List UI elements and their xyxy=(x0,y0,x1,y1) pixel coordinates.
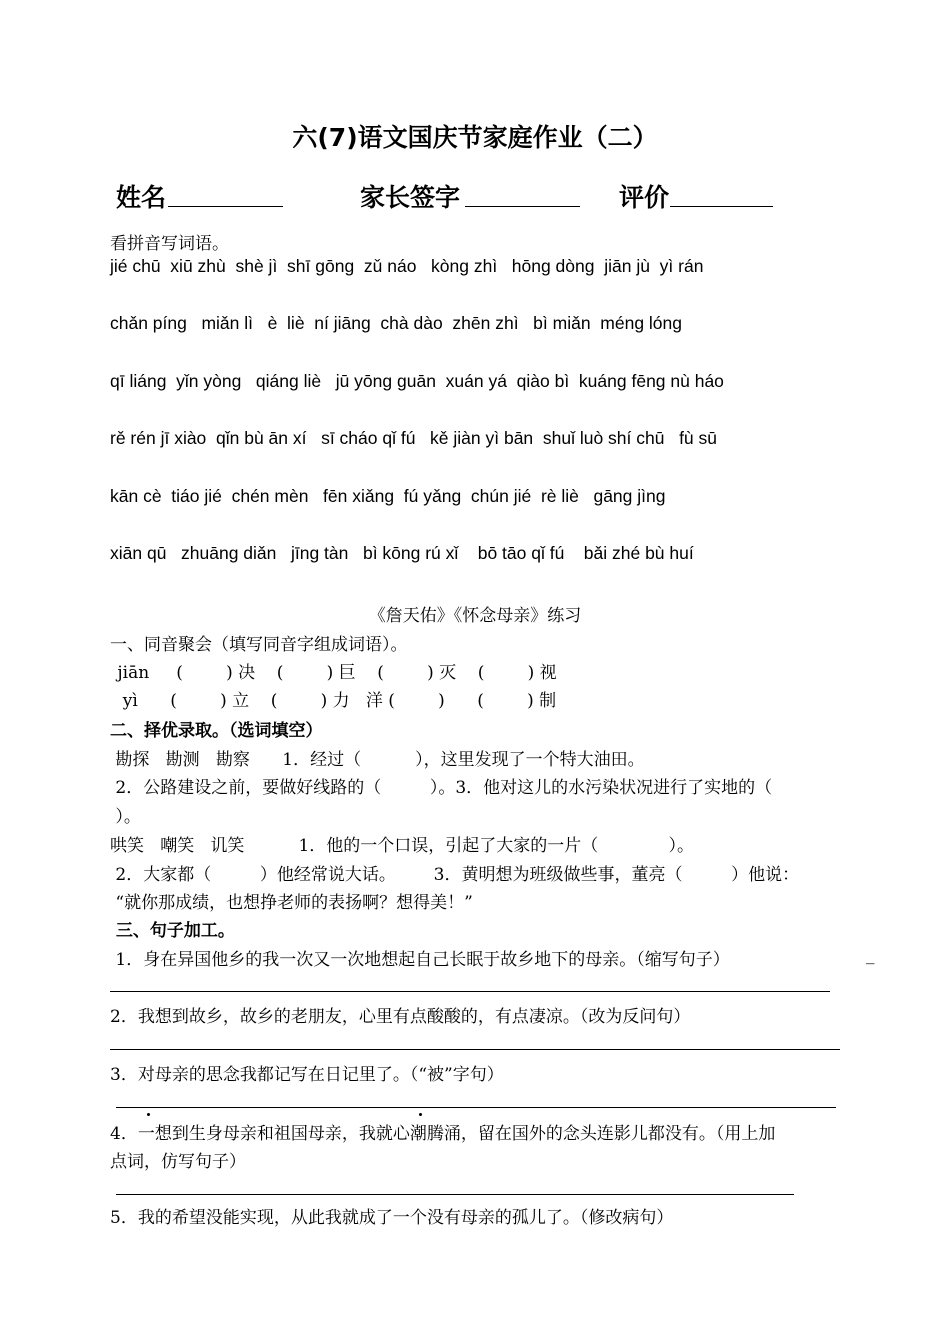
word-choice-line: 2．大家都（ ）他经常说大话。 3．黄明想为班级做些事，董亮（ ）他说： xyxy=(110,865,800,885)
question-2: 2．我想到故乡，故乡的老朋友，心里有点酸酸的，有点凄凉。（改为反问句） xyxy=(110,1007,691,1027)
section2-heading: 二、择优录取。（选词填空） xyxy=(110,721,323,741)
homophone-row-yi: yì ( ) 立 ( ) 力 洋 ( ) ( ) 制 xyxy=(112,691,557,711)
pinyin-instruction: 看拼音写词语。 xyxy=(110,234,229,254)
evaluation-label: 评价 xyxy=(619,183,670,212)
word-choice-line: 2．公路建设之前，要做好线路的（ ）。3．他对这儿的水污染状况进行了实地的（ xyxy=(110,778,773,798)
word-choice-line: 哄笑 嘲笑 讥笑 1．他的一个口误，引起了大家的一片（ ）。 xyxy=(110,836,695,856)
homophone-row-jian: jiān ( ) 决 ( ) 巨 ( ) 灭 ( ) 视 xyxy=(112,663,557,683)
page-title: 六(7)语文国庆节家庭作业（二） xyxy=(292,123,658,152)
section3-heading: 三、句子加工。 xyxy=(110,921,235,941)
pinyin-line: rě rén jī xiào qǐn bù ān xí sī cháo qǐ fú kě jiàn yì bān shuǐ luò shí chū fù sū xyxy=(110,428,718,448)
answer-line[interactable] xyxy=(110,1049,840,1050)
answer-line[interactable] xyxy=(116,1107,836,1108)
emphasis-dot xyxy=(147,1113,150,1116)
word-choice-line: “就你那成绩，也想挣老师的表扬啊？想得美！” xyxy=(110,893,473,913)
pinyin-line: kān cè tiáo jié chén mèn fēn xiǎng fú yǎng chún jié rè liè gāng jìng xyxy=(110,486,666,506)
evaluation-blank[interactable] xyxy=(670,206,773,207)
question-3: 3．对母亲的思念我都记写在日记里了。（“被”字句） xyxy=(110,1065,504,1085)
name-blank[interactable] xyxy=(168,206,283,207)
question-4-cont: 点词，仿写句子） xyxy=(110,1152,246,1172)
word-choice-line: ）。 xyxy=(110,807,141,827)
word-choice-line: 勘探 勘测 勘察 1．经过（ ），这里发现了一个特大油田。 xyxy=(110,750,645,770)
question-5: 5．我的希望没能实现，从此我就成了一个没有母亲的孤儿了。（修改病句） xyxy=(110,1208,674,1228)
exercise-title: 《詹天佑》《怀念母亲》练习 xyxy=(368,606,582,626)
pinyin-line: chǎn píng miǎn lì è liè ní jiāng chà dào zhēn zhì bì miǎn méng lóng xyxy=(110,313,683,333)
question-4: 4．一想到生身母亲和祖国母亲，我就心潮腾涌，留在国外的念头连影儿都没有。（用上加 xyxy=(110,1124,776,1144)
answer-line[interactable] xyxy=(110,991,830,992)
name-label: 姓名 xyxy=(116,183,167,212)
pinyin-line: qī liáng yǐn yòng qiáng liè jū yōng guān xuán yá qiào bì kuáng fēng nù háo xyxy=(110,371,724,391)
question-1-mark: _ xyxy=(866,945,875,965)
pinyin-line: jié chū xiū zhù shè jì shī gōng zǔ náo kòng zhì hōng dòng jiān jù yì rán xyxy=(110,256,704,276)
emphasis-dot xyxy=(419,1113,422,1116)
question-1: 1．身在异国他乡的我一次又一次地想起自己长眠于故乡地下的母亲。（缩写句子） xyxy=(110,950,730,970)
parent-sign-blank[interactable] xyxy=(465,206,580,207)
answer-line[interactable] xyxy=(116,1194,794,1195)
section1-heading: 一、同音聚会（填写同音字组成词语）。 xyxy=(110,635,408,655)
pinyin-line: xiān qū zhuāng diǎn jīng tàn bì kōng rú xǐ bō tāo qǐ fú bǎi zhé bù huí xyxy=(110,543,694,563)
parent-sign-label: 家长签字 xyxy=(360,183,461,212)
